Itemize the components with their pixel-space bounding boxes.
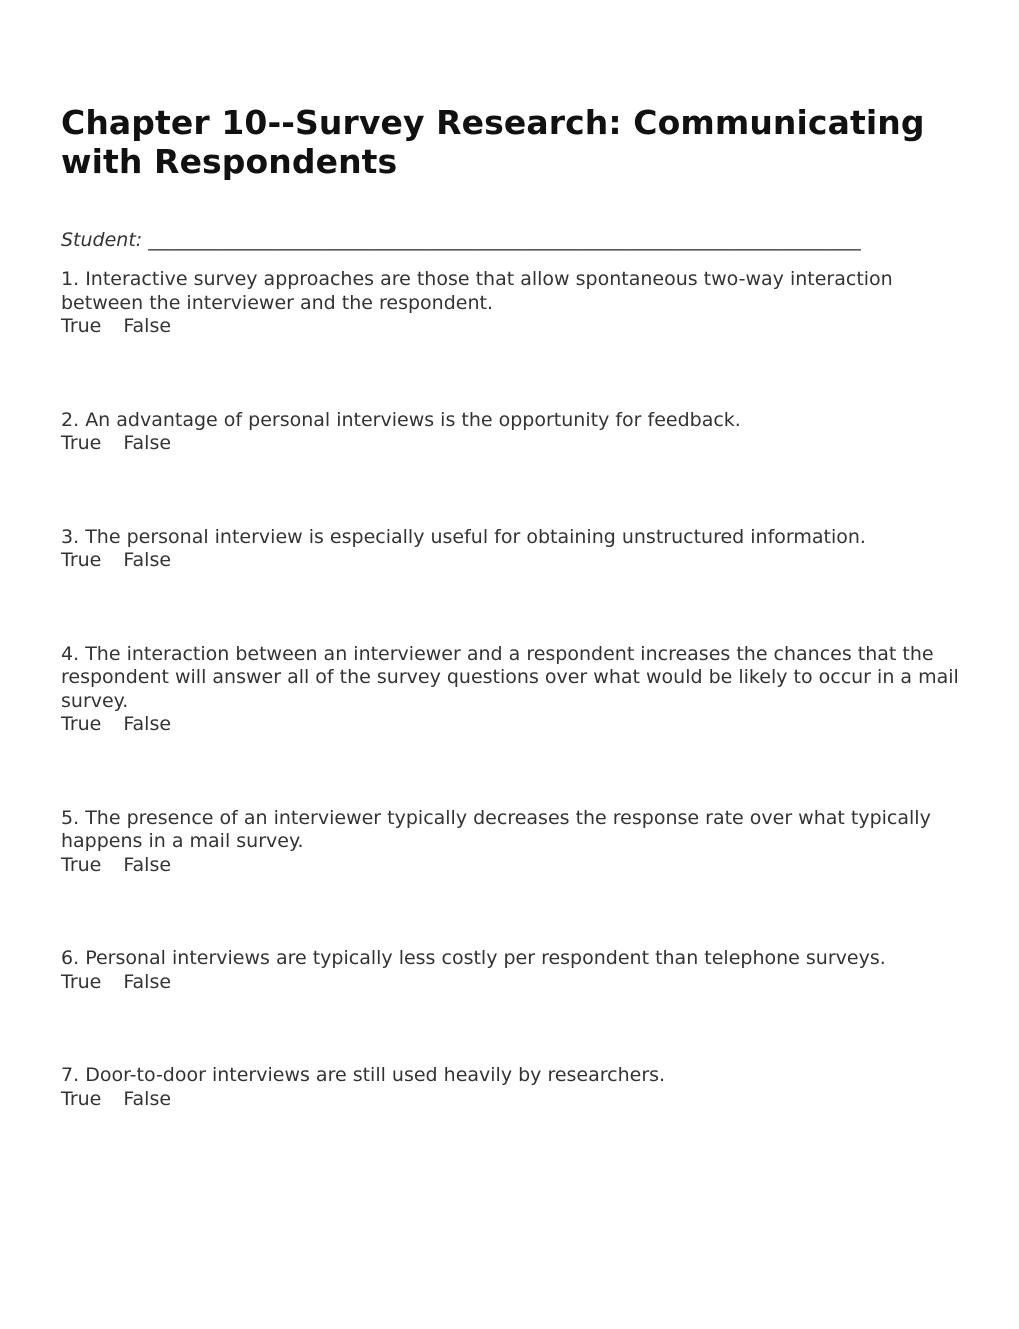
question-text [61, 268, 961, 315]
answer-false: False [123, 315, 172, 337]
question-item [61, 409, 961, 456]
question-list [61, 268, 961, 1111]
question-number: 1. [61, 268, 80, 290]
question-number: 7. [61, 1064, 80, 1086]
answer-options [61, 854, 961, 878]
answer-true: True [61, 1087, 102, 1110]
question-body: Interactive survey approaches are those that allow spontaneous two-way interaction between the interviewer and the respondent. [61, 268, 893, 314]
question-text [61, 526, 961, 550]
question-number: 2. [61, 408, 80, 431]
question-body: Door-to-door interviews are still used heavily by researchers. [85, 1064, 666, 1086]
answer-false: False [123, 549, 172, 571]
student-label: Student: [61, 229, 143, 251]
answer-false: False [123, 970, 172, 993]
answer-options [61, 549, 961, 573]
answer-false: False [123, 713, 172, 735]
question-body: An advantage of personal interviews is the opportunity for feedback. [85, 408, 741, 431]
answer-false: False [123, 1087, 172, 1110]
question-item [61, 526, 961, 573]
question-text [61, 947, 961, 971]
answer-options [61, 971, 961, 995]
question-item [61, 807, 961, 878]
document-page [61, 103, 961, 1111]
question-body: The interaction between an interviewer and a respondent increases the chances that the respondent will answer all of the survey questions over what would be likely to occur in a mail survey. [61, 642, 959, 712]
question-number: 6. [61, 947, 80, 969]
answer-true: True [61, 432, 102, 454]
question-body: The presence of an interviewer typically decreases the response rate over what typically happens in a mail survey. [61, 806, 931, 852]
question-number: 3. [61, 525, 80, 548]
answer-options [61, 713, 961, 737]
question-text [61, 807, 961, 854]
answer-true: True [61, 853, 102, 876]
question-text [61, 409, 961, 433]
answer-false: False [123, 432, 172, 454]
answer-options [61, 1088, 961, 1112]
question-number: 4. [61, 642, 80, 665]
answer-true: True [61, 970, 102, 993]
answer-options [61, 315, 961, 339]
question-number: 5. [61, 806, 80, 829]
question-item [61, 268, 961, 339]
answer-true: True [61, 549, 102, 571]
question-text [61, 1064, 961, 1088]
answer-true: True [61, 315, 102, 337]
student-name-blank: ___________________________________________________________________________ [148, 229, 861, 251]
question-body: The personal interview is especially useful for obtaining unstructured information. [85, 525, 866, 548]
question-text [61, 643, 961, 714]
page-title: Chapter 10--Survey Research: Communicating with Respondents [61, 103, 925, 181]
answer-false: False [123, 853, 172, 876]
question-item [61, 947, 961, 994]
answer-options [61, 432, 961, 456]
student-name-line [61, 228, 961, 252]
question-item [61, 1064, 961, 1111]
question-body: Personal interviews are typically less costly per respondent than telephone surveys. [85, 947, 886, 969]
question-item [61, 643, 961, 737]
answer-true: True [61, 713, 102, 735]
